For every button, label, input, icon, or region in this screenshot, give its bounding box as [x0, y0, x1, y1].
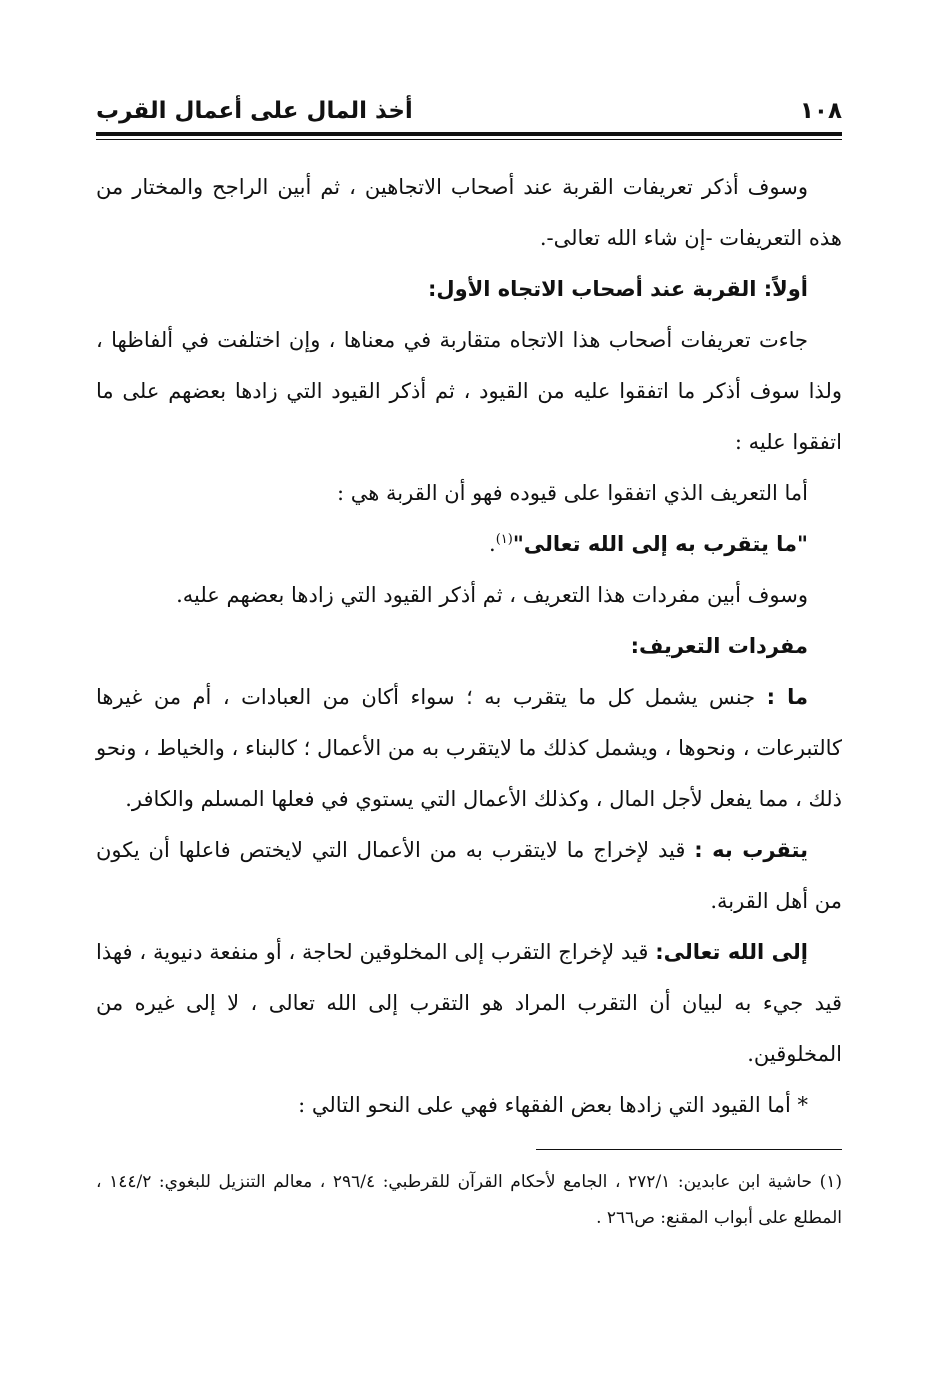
term-entry-ma	[96, 672, 842, 825]
paragraph-agreed-definition: أما التعريف الذي اتفقوا على قيوده فهو أن القربة هي :	[337, 481, 808, 505]
section-heading-vocabulary: مفردات التعريف:	[630, 634, 808, 658]
quote-end: .	[489, 532, 496, 556]
term-entry-ila-allah	[96, 927, 842, 1080]
term-ila-allah-definition: قيد لإخراج التقرب إلى المخلوقين لحاجة ، أو منفعة دنيوية ، فهذا قيد جيء به لبيان أن التقرب المراد هو التقرب إلى الله تعالى ، لا إلى غيره من المخلوقين.	[96, 940, 842, 1066]
running-title: أخذ المال على أعمال القرب	[96, 98, 413, 124]
body-text	[96, 162, 842, 1131]
paragraph-definitions: جاءت تعريفات أصحاب هذا الاتجاه متقاربة في معناها ، وإن اختلفت في ألفاظها ، ولذا سوف أذكر ما اتفقوا عليه من القيود ، ثم أذكر القيود التي زادها بعضهم على ما اتفقوا عليه :	[96, 328, 842, 454]
running-header	[96, 88, 842, 124]
term-entry-yataqarrab	[96, 825, 842, 927]
section-heading-first-approach: أولاً: القربة عند أصحاب الاتجاه الأول:	[427, 277, 808, 301]
footnote-ref-1: (١)	[495, 532, 513, 547]
quote-text: "ما يتقرب به إلى الله تعالى"	[512, 532, 808, 556]
term-ma-definition: جنس يشمل كل ما يتقرب به ؛ سواء أكان من العبادات ، أم من غيرها كالتبرعات ، ونحوها ، ويشمل كذلك ما لايتقرب به من الأعمال ؛ كالبناء ، والخياط ، ونحو ذلك ، مما يفعل لأجل المال ، وكذلك الأعمال التي يستوي في فعلها المسلم والكافر.	[96, 685, 842, 811]
term-ila-allah: إلى الله تعالى:	[655, 940, 808, 964]
paragraph-vocabulary-intro: وسوف أبين مفردات هذا التعريف ، ثم أذكر القيود التي زادها بعضهم عليه.	[176, 583, 808, 607]
footnote-separator	[536, 1149, 842, 1150]
definition-quote	[96, 519, 842, 570]
page-number: ١٠٨	[799, 98, 842, 124]
term-yataqarrab: يتقرب به :	[694, 838, 808, 862]
term-yataqarrab-definition: قيد لإخراج ما لايتقرب به من الأعمال التي لايختص فاعلها أن يكون من أهل القربة.	[96, 838, 842, 913]
header-rule-thick	[96, 132, 842, 136]
paragraph-extra-restrictions: * أما القيود التي زادها بعض الفقهاء فهي على النحو التالي :	[298, 1093, 808, 1117]
page	[96, 88, 842, 1236]
footnote-1: (١) حاشية ابن عابدين: ٢٧٢/١ ، الجامع لأحكام القرآن للقرطبي: ٢٩٦/٤ ، معالم التنزيل للبغوي: ١٤٤/٢ ، المطلع على أبواب المقنع: ص٢٦٦ .	[96, 1172, 843, 1228]
paragraph-intro: وسوف أذكر تعريفات القربة عند أصحاب الاتجاهين ، ثم أبين الراجح والمختار من هذه التعريفات -إن شاء الله تعالى-.	[96, 175, 842, 250]
footnotes	[96, 1164, 842, 1236]
header-rule-thin	[96, 139, 842, 140]
term-ma: ما :	[766, 685, 808, 709]
